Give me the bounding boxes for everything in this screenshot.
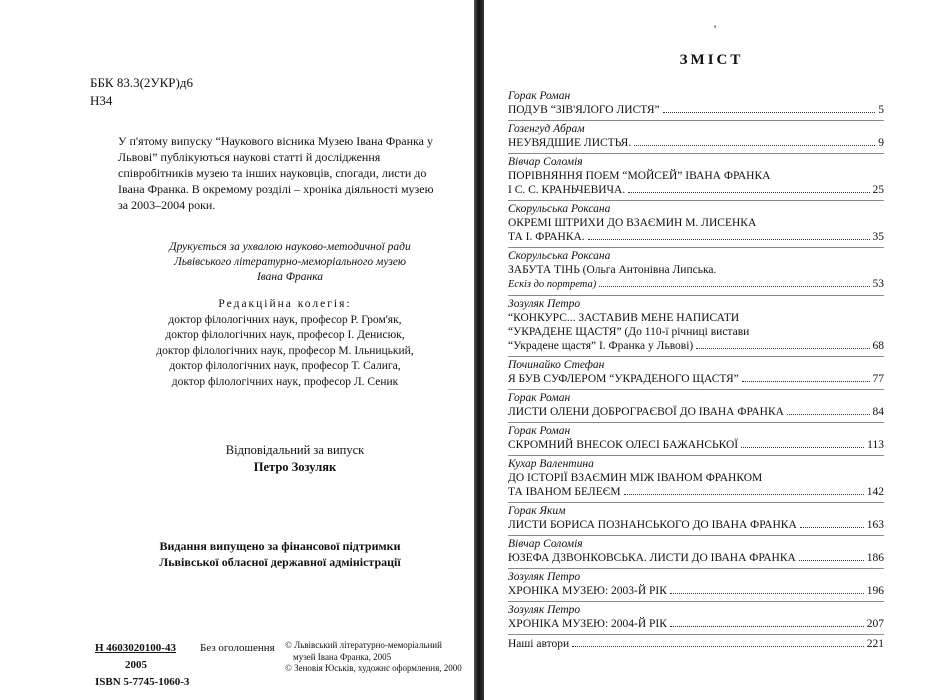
funding-line: Видання випущено за фінансової підтримки	[159, 539, 401, 553]
copyright-line: музей Івана Франка, 2005	[293, 651, 392, 662]
toc-line	[508, 136, 884, 150]
approval-line: Львівського літературно-меморіального музею	[173, 256, 407, 268]
responsible-name: Петро Зозуляк	[253, 460, 337, 474]
toc-line	[508, 584, 884, 598]
dot-leader	[800, 527, 864, 528]
toc-title: ХРОНІКА МУЗЕЮ: 2003-Й РІК	[508, 585, 667, 597]
toc-line	[508, 617, 884, 631]
funding-line: Львівської обласної державної адміністрації	[159, 555, 401, 569]
toc-line	[508, 372, 884, 386]
toc-line	[508, 183, 884, 197]
toc-author: Починайко Стефан	[508, 359, 605, 371]
toc-title: ДО ІСТОРІЇ ВЗАЄМИН МІЖ ІВАНОМ ФРАНКОМ	[508, 472, 763, 484]
toc-author: Вівчар Соломія	[508, 538, 583, 550]
toc-entry	[508, 535, 884, 568]
toc-line	[508, 438, 884, 452]
toc-entry	[508, 389, 884, 422]
isbn: ISBN 5-7745-1060-3	[95, 676, 190, 688]
toc-line	[508, 485, 884, 499]
toc-author: Горак Роман	[508, 90, 571, 102]
book-gutter	[474, 0, 484, 700]
board-member: доктор філологічних наук, професор Р. Гром'як,	[168, 313, 402, 326]
editorial-board	[120, 297, 450, 390]
toc-entry	[508, 455, 884, 502]
toc-author: Зозуляк Петро	[508, 571, 581, 583]
toc-entry	[508, 153, 884, 200]
dot-leader	[588, 239, 870, 240]
toc-line	[508, 551, 884, 565]
board-member: доктор філологічних наук, професор Т. Салига,	[169, 360, 401, 372]
toc-entry	[508, 601, 884, 634]
contents-title: ЗМІСТ	[679, 52, 744, 68]
catalog-code: Н 4603020100-43	[95, 642, 176, 654]
toc-page-number: 9	[878, 137, 884, 149]
toc-line	[508, 518, 884, 532]
toc-title: ЮЗЕФА ДЗВОНКОВСЬКА. ЛИСТИ ДО ІВАНА ФРАНКА	[508, 552, 796, 564]
issue-note: Без оголошення	[200, 642, 275, 654]
toc-title: ЗАБУТА ТІНЬ (Ольга Антонівна Липська.	[508, 264, 717, 276]
dot-leader	[799, 560, 864, 561]
toc-line	[508, 405, 884, 419]
responsible-editor	[190, 442, 400, 476]
dot-leader	[624, 494, 864, 495]
approval-note	[140, 240, 440, 285]
toc-entry	[508, 634, 884, 654]
bbk-classification	[90, 74, 193, 110]
toc-page-number: 77	[872, 373, 884, 385]
dot-leader	[670, 593, 864, 594]
copyright-line: © Зеновія Юськів, художнє оформлення, 2000	[285, 663, 462, 673]
toc-page-number: 196	[866, 585, 884, 597]
dot-leader	[634, 145, 875, 146]
board-member: доктор філологічних наук, професор І. Денисюк,	[165, 329, 405, 341]
copyright-block	[285, 640, 475, 675]
toc-title: “УКРАДЕНЕ ЩАСТЯ” (До 110-ї річниці вистави	[508, 326, 750, 338]
toc-page-number: 221	[866, 638, 884, 650]
toc-title: Наші автори	[508, 638, 570, 650]
toc-line	[508, 277, 884, 292]
toc-page-number: 68	[872, 340, 884, 352]
dot-leader	[696, 348, 869, 349]
toc-entry	[508, 88, 884, 120]
toc-title: ПОРІВНЯННЯ ПОЕМ “МОЙСЕЙ” ІВАНА ФРАНКА	[508, 170, 771, 182]
toc-title: ПОДУВ “ЗІВ'ЯЛОГО ЛИСТЯ”	[508, 104, 660, 116]
toc-author: Гозенгуд Абрам	[508, 123, 585, 135]
toc-page-number: 25	[872, 184, 884, 196]
toc-page-number: 53	[872, 278, 884, 290]
dot-leader	[787, 414, 870, 415]
author-mark: Н34	[90, 93, 113, 108]
approval-line: Івана Франка	[256, 271, 324, 283]
approval-line: Друкується за ухвалою науково-методичної ради	[169, 241, 411, 253]
toc-page-number: 35	[872, 231, 884, 243]
toc-page-number: 113	[867, 439, 884, 451]
toc-title: “КОНКУРС... ЗАСТАВИВ МЕНЕ НАПИСАТИ	[508, 312, 740, 324]
toc-title: Я БУВ СУФЛЕРОМ “УКРАДЕНОГО ЩАСТЯ”	[508, 373, 739, 385]
toc-title: ОКРЕМІ ШТРИХИ ДО ВЗАЄМИН М. ЛИСЕНКА	[508, 217, 757, 229]
toc-author: Горак Роман	[508, 392, 571, 404]
toc-entry	[508, 295, 884, 356]
right-page	[484, 0, 939, 700]
toc-line	[508, 103, 884, 117]
toc-title: Ескіз до портрета)	[508, 279, 597, 290]
toc-author: Зозуляк Петро	[508, 604, 581, 616]
responsible-label: Відповідальний за випуск	[225, 443, 365, 457]
toc-line	[508, 339, 884, 353]
toc-title: І С. С. КРАНЬЧЕВИЧА.	[508, 184, 626, 196]
copyright-line: © Львівський літературно-меморіальний	[285, 640, 442, 650]
toc-title: НЕУВЯДШИЕ ЛИСТЬЯ.	[508, 137, 632, 149]
toc-author: Кухар Валентина	[508, 458, 594, 470]
dot-leader	[663, 112, 876, 113]
toc-page-number: 163	[866, 519, 884, 531]
toc-title: СКРОМНИЙ ВНЕСОК ОЛЕСІ БАЖАНСЬКОЇ	[508, 439, 739, 451]
imprint-block	[95, 640, 275, 691]
dot-leader	[599, 286, 869, 287]
dot-leader	[741, 447, 864, 448]
scan-mark: '	[714, 22, 717, 36]
toc-title: ЛИСТИ БОРИСА ПОЗНАНСЬКОГО ДО ІВАНА ФРАНКА	[508, 519, 797, 531]
toc-line	[508, 637, 884, 651]
toc-title: ТА І. ФРАНКА.	[508, 231, 585, 243]
toc-entry	[508, 247, 884, 295]
dot-leader	[742, 381, 870, 382]
toc-page-number: 142	[866, 486, 884, 498]
toc-entry	[508, 120, 884, 153]
toc-author: Горак Роман	[508, 425, 571, 437]
toc-author: Скорульська Роксана	[508, 203, 611, 215]
toc-page-number: 5	[878, 104, 884, 116]
toc-line	[508, 230, 884, 244]
toc-author: Скорульська Роксана	[508, 250, 611, 262]
board-member: доктор філологічних наук, професор Л. Сеник	[171, 375, 399, 388]
bbk-code: ББК 83.3(2УКР)д6	[90, 75, 193, 90]
board-member: доктор філологічних наук, професор М. Ільницький,	[156, 344, 414, 357]
toc-entry	[508, 356, 884, 389]
toc-title: ЛИСТИ ОЛЕНИ ДОБРОГРАЄВОЇ ДО ІВАНА ФРАНКА	[508, 406, 784, 418]
toc-title: ХРОНІКА МУЗЕЮ: 2004-Й РІК	[508, 618, 667, 630]
toc-author: Зозуляк Петро	[508, 298, 581, 310]
intro-paragraph: У п'ятому випуску “Наукового вісника Музею Івана Франка у Львові” публікуються наукові статті й дослідження співробітників музею та інших науковців, спогади, листи до Івана Франка. В окремому розділі – хроніка діяльності музею за 2003–2004 роки.	[118, 134, 434, 212]
toc-entry	[508, 422, 884, 455]
toc-author: Вівчар Соломія	[508, 156, 583, 168]
toc-title: ТА ІВАНОМ БЕЛЕЄМ	[508, 486, 621, 498]
dot-leader	[670, 626, 864, 627]
toc-page-number: 84	[872, 406, 884, 418]
table-of-contents	[508, 88, 884, 654]
imprint-year: 2005	[125, 659, 147, 671]
toc-author: Горак Яким	[508, 505, 566, 517]
toc-page-number: 207	[866, 618, 884, 630]
toc-entry	[508, 502, 884, 535]
dot-leader	[572, 646, 864, 647]
toc-entry	[508, 200, 884, 247]
dot-leader	[628, 192, 869, 193]
toc-page-number: 186	[866, 552, 884, 564]
funding-note	[130, 538, 430, 570]
toc-title: “Украдене щастя” І. Франка у Львові)	[508, 340, 694, 352]
toc-entry	[508, 568, 884, 601]
editorial-board-title: Редакційна колегія:	[218, 298, 352, 310]
